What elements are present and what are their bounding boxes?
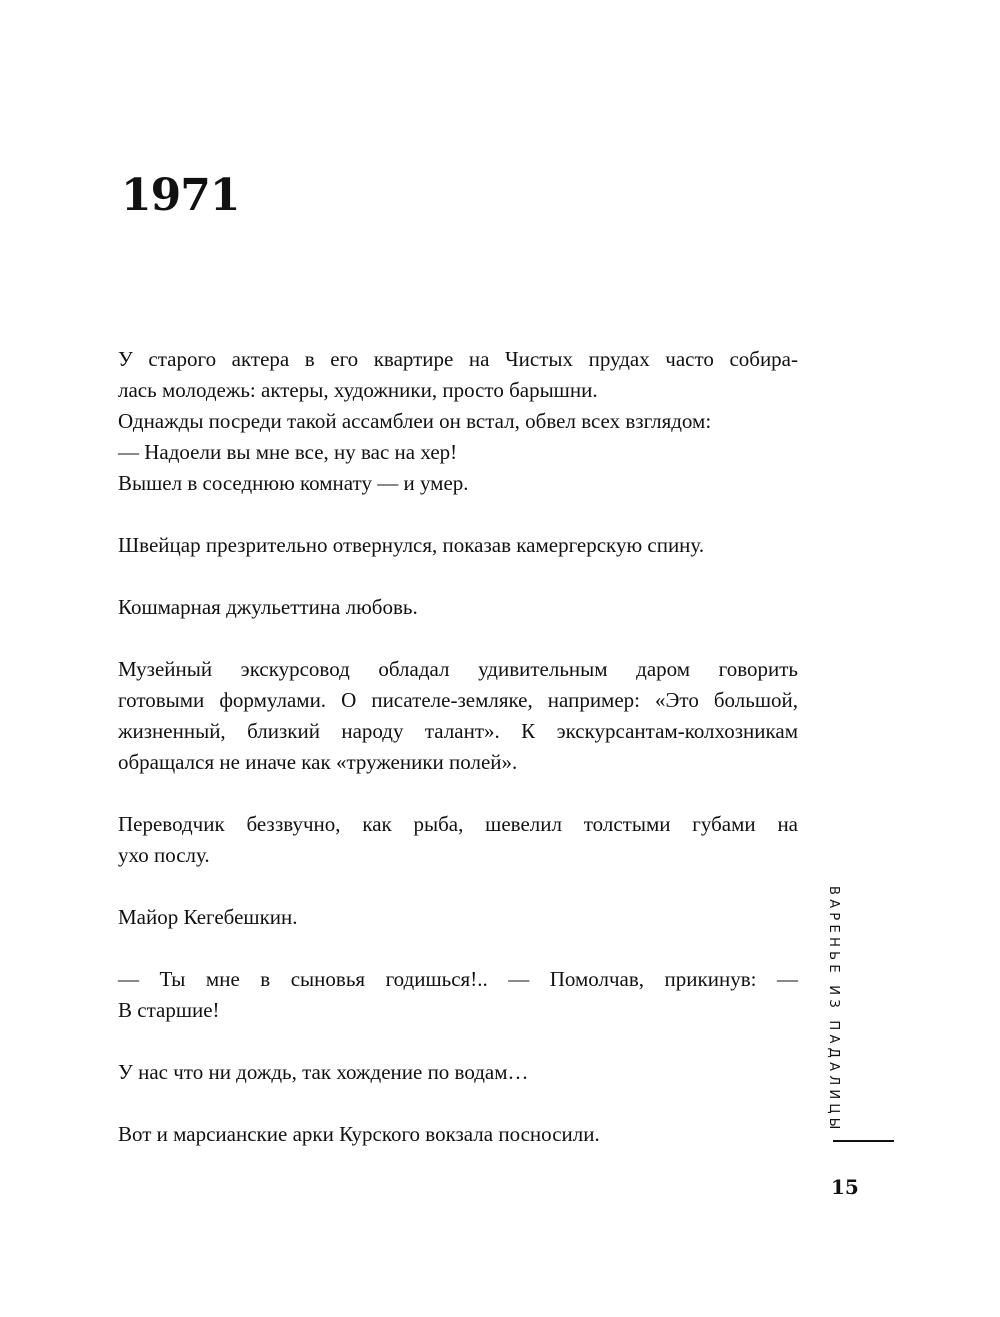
text-line: — Ты мне в сыновья годишься!.. — Помолчав, прикинув: — [118,967,798,991]
text-line: — Надоели вы мне все, ну вас на хер! [118,440,458,464]
divider-rule [833,1140,894,1142]
text-line: Вот и марсианские арки Курского вокзала посносили. [118,1122,600,1146]
text-line: обращался не иначе как «труженики полей». [118,750,518,774]
paragraph [118,1057,798,1088]
paragraph [118,468,798,499]
paragraph [118,437,798,468]
text-line: готовыми формулами. О писателе-земляке, например: «Это большой, [118,688,798,712]
paragraph [118,964,798,1026]
paragraph [118,530,798,561]
text-line: Музейный экскурсовод обладал удивительным даром говорить [118,657,798,681]
text-line: Майор Кегебешкин. [118,905,298,929]
paragraph [118,592,798,623]
paragraph [118,1119,798,1150]
text-line: Кошмарная джульеттина любовь. [118,595,418,619]
paragraph [118,344,798,406]
text-line: Переводчик беззвучно, как рыба, шевелил толстыми губами на [118,812,798,836]
text-line: Однажды посреди такой ассамблеи он встал, обвел всех взглядом: [118,409,712,433]
text-line: Вышел в соседнюю комнату — и умер. [118,471,469,495]
text-line: У нас что ни дождь, так хождение по водам… [118,1060,529,1084]
paragraph [118,406,798,437]
chapter-heading: 1971 [121,170,240,221]
body-text [118,344,798,1181]
text-line: ухо послу. [118,843,210,867]
paragraph [118,809,798,871]
text-line: У старого актера в его квартире на Чистых прудах часто собира- [118,347,798,371]
text-line: лась молодежь: актеры, художники, просто барышни. [118,378,598,402]
page-number: 15 [831,1175,859,1199]
text-line: В старшие! [118,998,220,1022]
text-line: Швейцар презрительно отвернулся, показав камергерскую спину. [118,533,705,557]
paragraph [118,902,798,933]
paragraph [118,654,798,778]
running-title: ВАРЕНЬЕ ИЗ ПАДАЛИЦЫ [826,886,841,1134]
text-line: жизненный, близкий народу талант». К экскурсантам-колхозникам [118,719,798,743]
